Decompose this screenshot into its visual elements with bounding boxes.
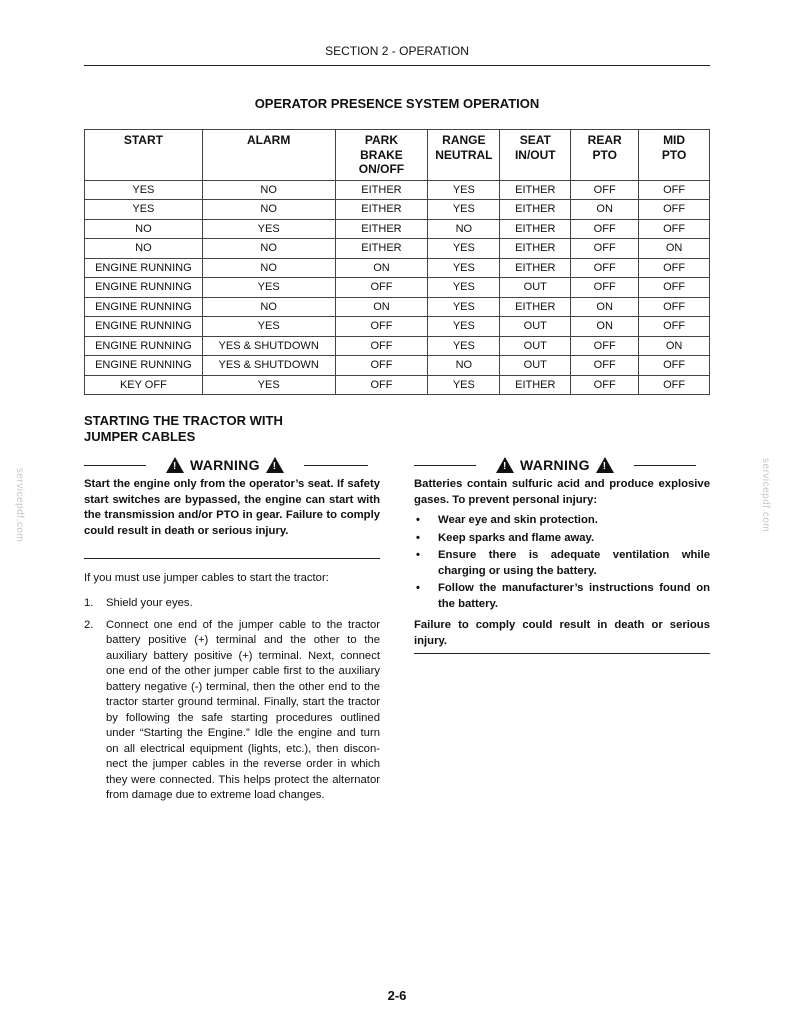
column-header bbox=[202, 130, 335, 181]
column-header bbox=[500, 130, 571, 181]
table-cell: NO bbox=[428, 356, 500, 376]
table-cell: OFF bbox=[639, 356, 710, 376]
table-cell: YES bbox=[428, 258, 500, 278]
table-cell: NO bbox=[202, 297, 335, 317]
table-cell: ON bbox=[639, 239, 710, 259]
table-cell: OFF bbox=[571, 375, 639, 395]
column-header-line: IN/OUT bbox=[514, 147, 556, 162]
table-cell: YES bbox=[428, 239, 500, 259]
warning-header-right bbox=[414, 456, 710, 474]
table-cell: YES bbox=[428, 375, 500, 395]
table-row bbox=[85, 258, 710, 278]
safety-bullets bbox=[414, 513, 710, 614]
warning-label: WARNING bbox=[520, 457, 590, 473]
table-row bbox=[85, 239, 710, 259]
table-cell: OFF bbox=[571, 336, 639, 356]
step-text: Connect one end of the jumper cable to the tractor battery positive (+) terminal and the other to the auxiliary battery positive (+) terminal. Next, connect one end of the other jumper cable first to the auxiliary battery negative (-) terminal, then the other end to the tractor starter ground terminal. Finally, start the tractor by following the safe starting procedures outlined under “Starting the Engine.” Idle the engine and turn on all electrical equipment (lights, etc.), then discon-nect the jumper cables in the reverse order in which they were connected. This helps protect the alternator from damage due to extreme load changes. bbox=[106, 618, 380, 801]
table-cell: EITHER bbox=[500, 297, 571, 317]
warning-bottom-rule bbox=[84, 558, 380, 559]
warning-line bbox=[634, 465, 696, 466]
table-cell: ENGINE RUNNING bbox=[85, 297, 203, 317]
table-cell: OFF bbox=[571, 219, 639, 239]
steps-list bbox=[84, 596, 380, 810]
table-row bbox=[85, 200, 710, 220]
table-title: OPERATOR PRESENCE SYSTEM OPERATION bbox=[254, 96, 540, 111]
table-cell: OFF bbox=[639, 219, 710, 239]
list-item: • Wear eye and skin protection. bbox=[416, 514, 598, 526]
bullet-text: Ensure there is adequate ventilation while charging or using the battery. bbox=[438, 549, 710, 577]
table-cell: YES bbox=[428, 317, 500, 337]
table-cell: YES & SHUTDOWN bbox=[202, 336, 335, 356]
table-cell: ON bbox=[571, 200, 639, 220]
table-cell: YES bbox=[428, 180, 500, 200]
table-cell: EITHER bbox=[500, 219, 571, 239]
table-cell: YES bbox=[428, 200, 500, 220]
column-header bbox=[639, 130, 710, 181]
table-cell: OFF bbox=[571, 356, 639, 376]
bullet-text: Keep sparks and flame away. bbox=[438, 531, 595, 544]
table-cell: YES bbox=[202, 317, 335, 337]
warning-label: WARNING bbox=[190, 457, 260, 473]
table-cell: YES bbox=[202, 219, 335, 239]
table-row bbox=[85, 375, 710, 395]
column-header-line: BRAKE bbox=[360, 147, 403, 162]
column-header-line: ON/OFF bbox=[358, 162, 405, 176]
watermark-left: servicepdf.com bbox=[14, 468, 25, 543]
table-cell: YES bbox=[202, 375, 335, 395]
table-cell: OUT bbox=[500, 356, 571, 376]
warning-triangle-icon: ! bbox=[266, 457, 284, 473]
column-header-line: SEAT bbox=[519, 133, 551, 147]
table-cell: OUT bbox=[500, 336, 571, 356]
section-title-line1: STARTING THE TRACTOR WITH bbox=[84, 413, 283, 428]
table-row bbox=[85, 297, 710, 317]
column-header-line: RANGE bbox=[442, 133, 486, 147]
table-cell: OUT bbox=[500, 278, 571, 298]
step-text: Shield your eyes. bbox=[106, 597, 193, 609]
section-title-line2: JUMPER CABLES bbox=[84, 429, 196, 444]
table-row bbox=[85, 317, 710, 337]
table-cell: NO bbox=[202, 258, 335, 278]
table-cell: YES bbox=[428, 336, 500, 356]
table-cell: EITHER bbox=[335, 239, 428, 259]
column-header bbox=[428, 130, 500, 181]
table-cell: ENGINE RUNNING bbox=[85, 317, 203, 337]
bullet-text: Follow the manufacturer’s instructions found on the battery. bbox=[438, 582, 710, 610]
table-cell: ON bbox=[639, 336, 710, 356]
table-cell: OFF bbox=[571, 278, 639, 298]
list-item bbox=[84, 596, 380, 612]
table-cell: EITHER bbox=[500, 258, 571, 278]
table-cell: ON bbox=[335, 258, 428, 278]
warning-triangle-icon: ! bbox=[496, 457, 514, 473]
table-cell: OFF bbox=[335, 356, 428, 376]
warning-footer-right: Failure to comply could result in death or serious injury. bbox=[414, 619, 710, 647]
table-row bbox=[85, 336, 710, 356]
table-cell: ENGINE RUNNING bbox=[85, 356, 203, 376]
table-cell: YES bbox=[85, 180, 203, 200]
warning-header-left bbox=[84, 456, 380, 474]
warning-bottom-rule bbox=[414, 653, 710, 654]
table-cell: ENGINE RUNNING bbox=[85, 278, 203, 298]
column-header-line: PTO bbox=[661, 147, 687, 162]
table-cell: ENGINE RUNNING bbox=[85, 336, 203, 356]
table-cell: ENGINE RUNNING bbox=[85, 258, 203, 278]
section-header: SECTION 2 - OPERATION bbox=[325, 44, 469, 58]
column-header-line: PTO bbox=[592, 147, 617, 162]
table-cell: EITHER bbox=[500, 200, 571, 220]
table-cell: YES bbox=[85, 200, 203, 220]
table-cell: OFF bbox=[335, 317, 428, 337]
list-item: • Keep sparks and flame away. bbox=[416, 531, 595, 544]
table-cell: YES bbox=[428, 278, 500, 298]
table-row bbox=[85, 278, 710, 298]
column-header bbox=[571, 130, 639, 181]
warning-triangle-icon: ! bbox=[166, 457, 184, 473]
table-cell: EITHER bbox=[500, 375, 571, 395]
table-cell: OUT bbox=[500, 317, 571, 337]
watermark-right: servicepdf.com bbox=[760, 458, 771, 533]
warning-line bbox=[414, 465, 476, 466]
table-cell: EITHER bbox=[335, 200, 428, 220]
intro-text: If you must use jumper cables to start the tractor: bbox=[84, 572, 329, 584]
table-cell: OFF bbox=[639, 297, 710, 317]
warning-triangle-icon: ! bbox=[596, 457, 614, 473]
table-cell: OFF bbox=[639, 258, 710, 278]
table-cell: NO bbox=[202, 200, 335, 220]
warning-line bbox=[304, 465, 368, 466]
table-cell: OFF bbox=[571, 258, 639, 278]
column-header-line: START bbox=[123, 133, 163, 147]
list-item: • Follow the manufacturer’s instructions found on the battery. bbox=[416, 582, 710, 610]
bullet-text: Wear eye and skin protection. bbox=[438, 514, 598, 526]
list-item: • Ensure there is adequate ventilation while charging or using the battery. bbox=[416, 549, 710, 577]
table-row bbox=[85, 219, 710, 239]
table-cell: KEY OFF bbox=[85, 375, 203, 395]
step-number: 1. bbox=[84, 597, 94, 609]
table-row bbox=[85, 180, 710, 200]
table-cell: ON bbox=[571, 297, 639, 317]
table-cell: EITHER bbox=[500, 239, 571, 259]
table-cell: YES & SHUTDOWN bbox=[202, 356, 335, 376]
table-cell: OFF bbox=[335, 278, 428, 298]
table-row bbox=[85, 356, 710, 376]
table-cell: OFF bbox=[335, 375, 428, 395]
column-header-line: NEUTRAL bbox=[435, 147, 493, 162]
list-item bbox=[84, 618, 380, 804]
table-cell: OFF bbox=[639, 317, 710, 337]
page-number: 2-6 bbox=[387, 988, 407, 1003]
table-cell: NO bbox=[85, 219, 203, 239]
section-title bbox=[84, 413, 384, 445]
table-cell: OFF bbox=[571, 239, 639, 259]
column-header-line: MID bbox=[663, 133, 686, 147]
table-cell: OFF bbox=[639, 375, 710, 395]
table-cell: EITHER bbox=[335, 180, 428, 200]
table-cell: OFF bbox=[639, 278, 710, 298]
table-cell: NO bbox=[202, 180, 335, 200]
table-cell: YES bbox=[202, 278, 335, 298]
table-cell: EITHER bbox=[335, 219, 428, 239]
warning-text-left: Start the engine only from the operator’s seat. If safety start switches are bypassed, the engine can start with the transmission and/or PTO in gear. Failure to comply could result in death or serious injury. bbox=[84, 478, 380, 537]
warning-intro-right: Batteries contain sulfuric acid and produce explosive gases. To prevent personal injury: bbox=[414, 478, 710, 506]
table-cell: OFF bbox=[335, 336, 428, 356]
column-header-line: PARK bbox=[364, 133, 399, 147]
table-body bbox=[85, 180, 710, 395]
column-header-line: REAR bbox=[587, 133, 622, 147]
table-cell: ON bbox=[571, 317, 639, 337]
warning-line bbox=[84, 465, 146, 466]
table-cell: OFF bbox=[639, 200, 710, 220]
table-cell: NO bbox=[428, 219, 500, 239]
column-header bbox=[85, 130, 203, 181]
table-cell: OFF bbox=[571, 180, 639, 200]
table-cell: ON bbox=[335, 297, 428, 317]
step-number: 2. bbox=[84, 618, 94, 631]
table-cell: YES bbox=[428, 297, 500, 317]
table-cell: NO bbox=[85, 239, 203, 259]
operator-presence-table bbox=[84, 129, 710, 395]
table-cell: NO bbox=[202, 239, 335, 259]
column-header-line: ALARM bbox=[246, 133, 291, 147]
table-header-row bbox=[85, 130, 710, 181]
table-cell: EITHER bbox=[500, 180, 571, 200]
column-header bbox=[335, 130, 428, 181]
table-cell: OFF bbox=[639, 180, 710, 200]
header-divider bbox=[84, 65, 710, 66]
